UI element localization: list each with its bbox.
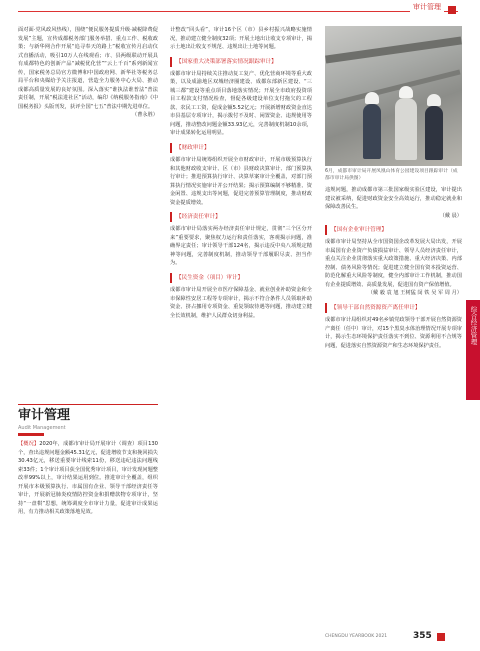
photo-shape [363,104,381,159]
page-number: 355 [413,631,432,641]
author-signature: （戴 毅 袁 旭 王树猛 闵 铁 吴 军 周 月） [367,290,462,297]
chapter-side-tab [466,300,480,400]
photo-shape [325,37,462,64]
subsection-tag: 【概况】 [18,441,40,447]
subsection-heading: 【领导干部自然资源资产离任审计】 [325,303,462,313]
paragraph: 成都市审计局统筹组织开展全市财政审计，开展市级预算执行和其他财政收支审计、区（市）县财政决算审计、部门预算执行审计；推进预算执行审计、决算草案审计全覆盖，对部门预算执行情况实施审计并公开结果；揭示预算编制不够精准、资金闲置、违规支出等问题，促进完善预算管理制度，推动财政资金提质增效。 [170,157,312,206]
photo-caption: 6月，成都市审计局开展凤凰山体育公园建设项目跟踪审计（成都市审计局供图） [325,169,458,181]
subsection-heading: 【经济责任审计】 [170,212,312,222]
audit-site-photo [325,26,462,166]
paragraph: 违规问题，推动成都市第三批国家级实验区建设，审计提出建议被采纳，促进财政资金安全高效运行，推动稳定就业和保障改善民生。 [325,187,462,211]
author-signature: （曹永胜） [132,112,158,119]
page-header [0,0,480,18]
footer-marker [437,633,445,641]
yearbook-label: CHENGDU YEARBOOK 2021 [325,634,388,639]
photo-shape [365,92,379,104]
paragraph-text: 2020年，成都市审计局开展审计（调查）项目130个，查出违规问题金额45.31亿元，促进增收节支和挽回损失30.43亿元，移送重要审计线索11份，移送违纪违法问题线索33件；1个审计项目获全国优秀审计项目，审计发现问题整改率99%以上，审计结果运用到位。推进审计全覆盖，组织开展市本级预算执行、市属国有企业、领导干部经济责任等审计，开展新冠肺炎疫情防控资金和捐赠款物专项审计，坚持“一盘棋”思想，统筹调度全市审计力量，促进审计成果运用，有力推动相关政策落地见效。 [18,441,158,516]
column-2 [170,26,312,320]
paragraph [18,440,158,517]
subsection-heading: 【国家重大决策部署落实情况跟踪审计】 [170,57,312,67]
photo-shape [427,94,441,106]
section-title-block [18,404,158,517]
paragraph: 成都市审计局坚持从全市国资国企改革发展大局出发，开展市属国有企业资产负债损益审计、领导人员经济责任审计，重点关注企业贯彻落实重大政策措施、重大经济决策、内部控制、债务风险等情况；促进建立健全国有资本投资运营、防范化解重大风险等制度，健全内部审计工作机制，推动国有企业提质增效、高质量发展，促进国有资产保值增值。 [325,239,462,288]
column-3 [325,186,462,350]
section-title: 审计管理 [18,408,71,423]
paragraph: 成都市审计局组织对49名乡镇党政领导干部开展自然资源资产离任（任中）审计，对15个黑臭水体治理情况开展专项审计，揭示生态环境保护责任落实不到位、资源利用不合规等问题，促进落实自然资源资产和生态环境保护责任。 [325,317,462,349]
author-signature: （戴 晨） [439,212,462,219]
subsection-heading: 【财政审计】 [170,143,312,153]
subsection-heading: 【民生资金（项目）审计】 [170,273,312,283]
title-accent-bar [18,433,44,436]
paragraph: 成都市审计局落实两办经济责任审计规定，贯彻“三个区分开来”重要要求，聚焦权力运行和责任落实，客观揭示问题，准确界定责任；审计领导干部124名，揭示违反中央八项规定精神等问题，完善制度机制，推动领导干部履职尽责、担当作为。 [170,226,312,267]
header-rule [18,11,458,12]
section-label: 审计管理 [410,2,444,12]
header-marker [448,6,456,14]
paragraph: 成都市审计局持续关注推动复工复产、优化营商环境等重大政策，以及成渝地区双城经济圈建设、成都东部新区建设、“三城三都”建设等重点项目落地落实情况；开展全市政府投资项目工程款支付情况检查，督促各级建设单位支付拖欠的工程款、农民工工资，促成金额5.52亿元；开展新增财政资金直达市县基层专项审计，揭示拨付不及时、闲置资金、违规使用等问题，推动整改问题金额33.93亿元，完善制度机制10余项，审计成果转化运用明显。 [170,70,312,137]
photo-shape [399,86,413,98]
photo-shape [425,106,443,160]
subsection-heading: 【国有企业审计管理】 [325,225,462,235]
column-1 [18,26,158,120]
paragraph: 计整改“回头看”，审计16个区（市）县乡村振兴战略实施情况，推动建立健全制度32项；开展土地出让收支专项审计，揭示土地出让收支不规范、违规出让土地等问题。 [170,27,312,51]
paragraph: 面对面·党风政风热线），围绕“便民服务提质升级·减税降费促发展”主题，宣传成都税务部门服务举措、重点工作、税收政策；与新华网合作开展“追寻奉天的路上”税收宣传月启动仪式直播活动，吸引10万人在线观看；市、县两级联动开展具有成都特色的创新产品“减税优化营”“云上千百”系列新闻宣传，国家税务总局官方微博和中国政府网、新华社等税务总局平台和央媒给予关注报道，营造全力服务中心大局、推动成都高质量发展的良好氛围。深入落实“谁执法谁普法”普法责任制，开展“税法进社区”活动，编印《纳税服务指南》《中国税务报》头版刊发，获评全国“七五”普法中期先进单位。 [18,27,158,110]
paragraph: 成都市审计局开展全市医疗保障基金、就业创业补助资金和全市保障性安居工程等专项审计，揭示不符合条件人员领取补助资金、挤占挪用专项资金、重复领取待遇等问题，推动建立健全长效机制，维护人民群众切身利益。 [170,287,312,319]
photo-shape [395,98,417,160]
chapter-side-label: 综合经济管理 [469,306,478,345]
overview-block [18,440,158,517]
section-title-english: Audit Management [18,425,66,431]
page-footer [325,632,465,642]
